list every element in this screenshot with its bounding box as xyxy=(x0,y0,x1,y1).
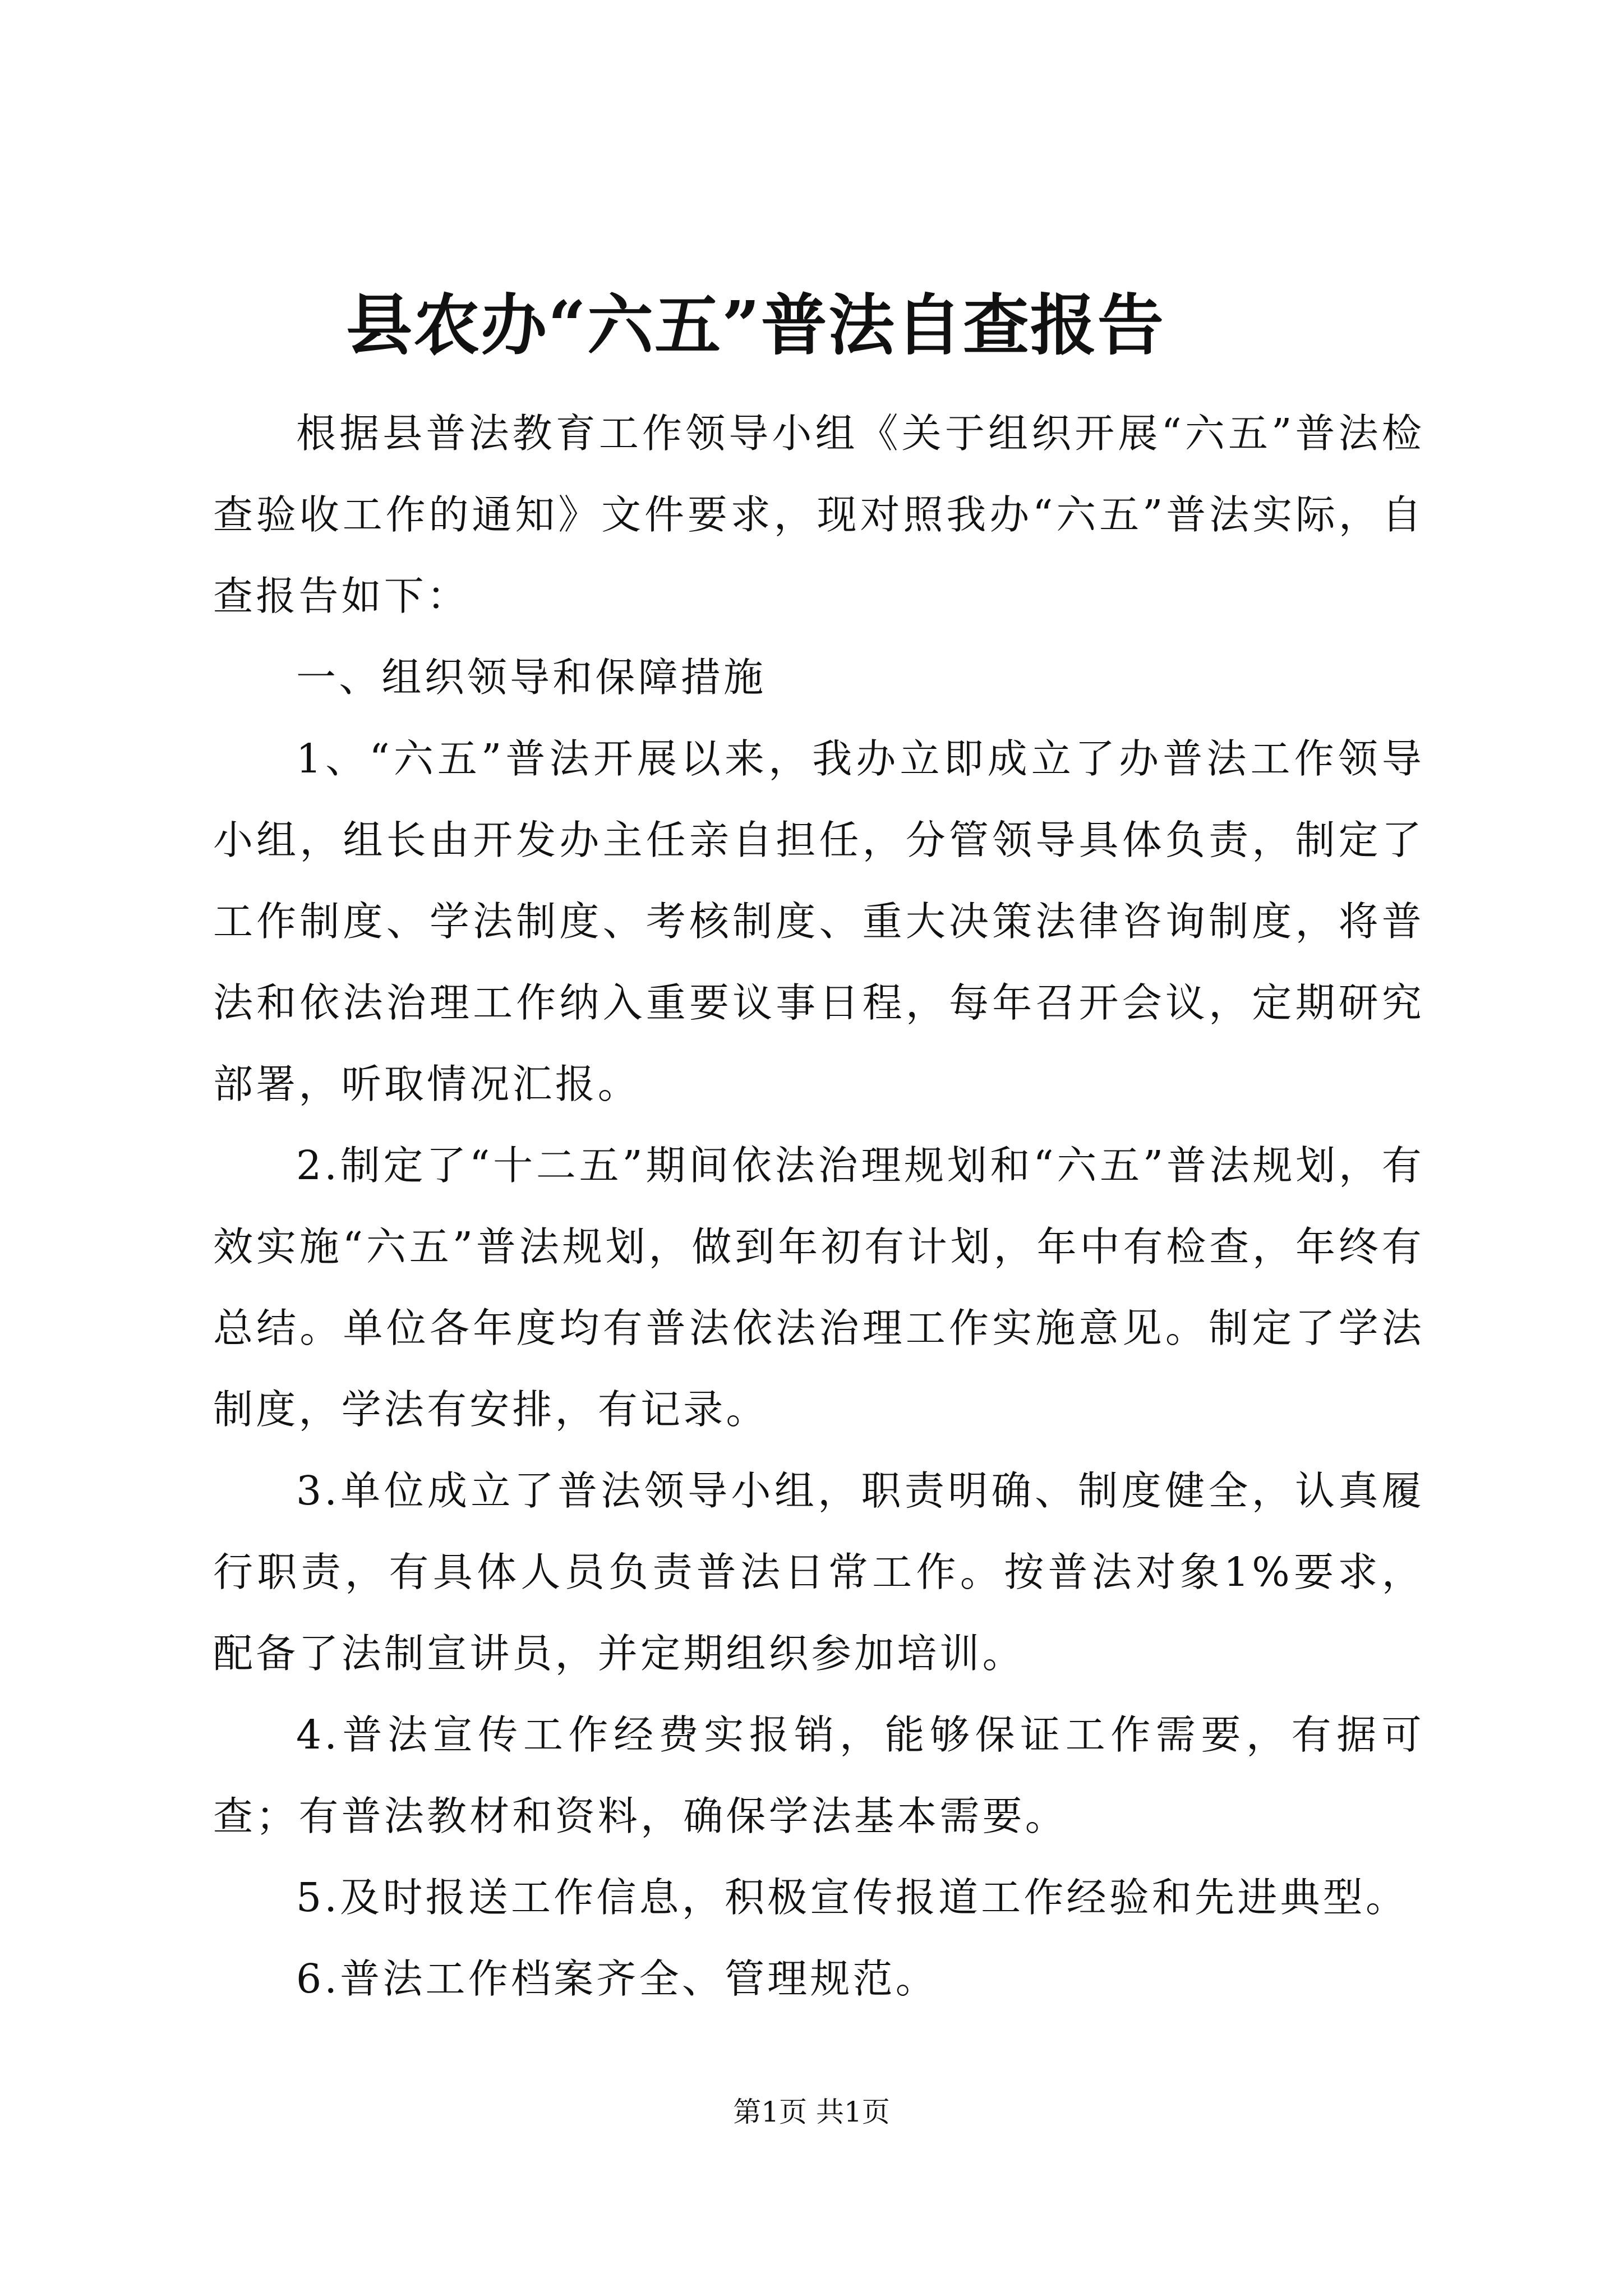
paragraph-item-3: 3.单位成立了普法领导小组，职责明确、制度健全，认真履行职责，有具体人员负责普法日常工作。按普法对象1%要求，配备了法制宣讲员，并定期组织参加培训。 xyxy=(213,1467,1424,1677)
paragraph-item-4: 4.普法宣传工作经费实报销，能够保证工作需要，有据可查；有普法教材和资料，确保学法基本需要。 xyxy=(213,1711,1424,1839)
paragraph-intro: 根据县普法教育工作领导小组《关于组织开展“六五”普法检查验收工作的通知》文件要求，现对照我办“六五”普法实际，自查报告如下： xyxy=(213,410,1424,619)
document-body xyxy=(213,393,1424,2019)
page-footer: 第1页 共1页 xyxy=(733,2096,890,2128)
paragraph-item-1: 1、“六五”普法开展以来，我办立即成立了办普法工作领导小组，组长由开发办主任亲自担任，分管领导具体负责，制定了工作制度、学法制度、考核制度、重大决策法律咨询制度，将普法和依法治理工作纳入重要议事日程，每年召开会议，定期研究部署，听取情况汇报。 xyxy=(213,735,1424,1107)
document-title: 县农办“六五”普法自查报告 xyxy=(346,286,1165,364)
paragraph-item-2: 2.制定了“十二五”期间依法治理规划和“六五”普法规划，有效实施“六五”普法规划，做到年初有计划，年中有检查，年终有总结。单位各年度均有普法依法治理工作实施意见。制定了学法制度，学法有安排，有记录。 xyxy=(213,1142,1424,1433)
paragraph-item-6: 6.普法工作档案齐全、管理规范。 xyxy=(296,1955,938,2002)
section-heading: 一、组织领导和保障措施 xyxy=(296,654,767,701)
paragraph-item-5: 5.及时报送工作信息，积极宣传报道工作经验和先进典型。 xyxy=(296,1874,1409,1921)
